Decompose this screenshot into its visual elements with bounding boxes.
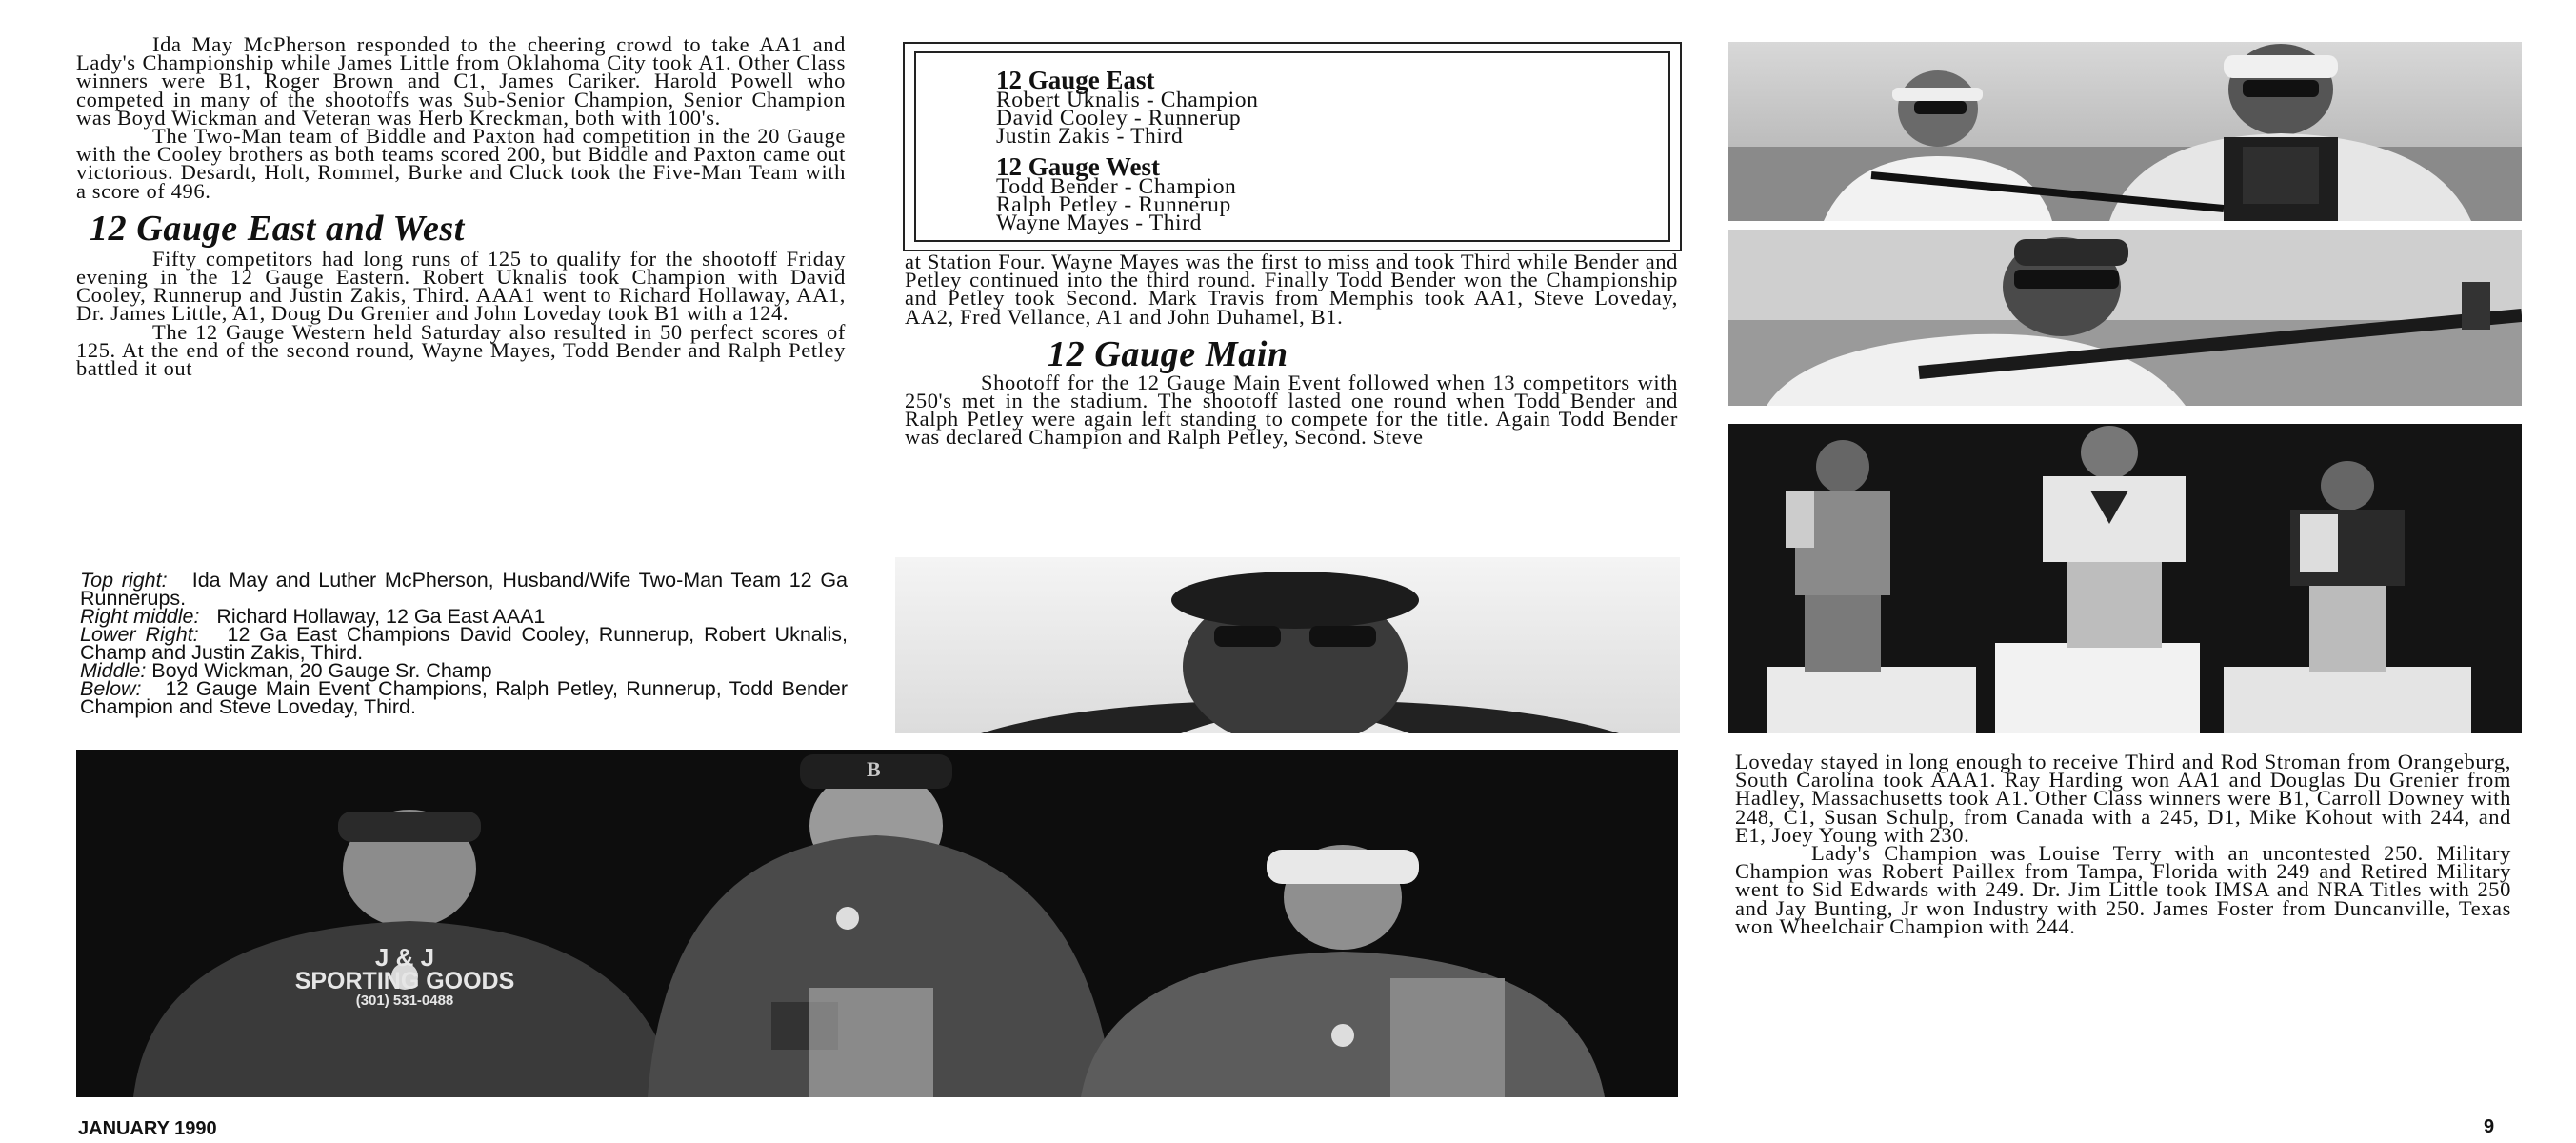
caption-middle: Middle: Boyd Wickman, 20 Gauge Sr. Champ [80,659,492,682]
article-paragraph: Lady's Champion was Louise Terry with an uncontested 250. Military Champion was Robert Paillex from Tampa, Florida with 249 and Retired Military went to Sid Edwards with 249. Dr. Jim Little took IMSA and NRA Titles with 250 and Jay Bunting, Jr won Industry with 250. James Foster from Duncanville, Texas won Wheelchair Champion with 244. [1735,841,2511,938]
photo-captions [80,569,849,718]
article-paragraph: The Two-Man team of Biddle and Paxton had competition in the 20 Gauge with the Cooley brothers as both teams scored 200, but Biddle and Paxton came out victorious. Desardt, Holt, Rommel, Burke and Cluck took the Five-Man Team with a score of 496. [76,124,846,203]
shirt-print-text [262,945,548,1010]
article-paragraph: Fifty competitors had long runs of 125 to qualify for the shootoff Friday evening in the 12 Gauge Eastern. Robert Uknalis took Champion with David Cooley, Runnerup and Justin Zakis, Third. AAA1 went to Richard Hollaway, AA1, Dr. James Little, A1, Doug Du Grenier and John Loveday took B1 with a 124. [76,246,846,326]
shirt-line: SPORTING GOODS [294,968,515,994]
photo-richard-hollaway [1728,230,2522,406]
photo-mcpherson-team [1728,42,2522,221]
results-east-title: 12 Gauge East [996,66,1155,94]
results-line: Robert Uknalis - Champion [996,88,1259,112]
caption-lower-right: Lower Right: 12 Ga East Champions David Cooley, Runnerup, Robert Uknalis, Champ and Justin Zakis, Third. [80,623,849,664]
results-line: Justin Zakis - Third [996,124,1184,149]
caption-right-middle: Right middle: Richard Hollaway, 12 Ga East AAA1 [80,605,546,628]
cap-logo-text: B [867,757,881,781]
page-number: 9 [2484,1116,2495,1137]
results-line: Ralph Petley - Runnerup [996,192,1231,217]
photo-east-champions-podium [1728,424,2522,733]
article-paragraph: Shootoff for the 12 Gauge Main Event followed when 13 competitors with 250's met in the stadium. The shootoff lasted one round when Todd Bender and Ralph Petley were again left standing to compete for the title. Again Todd Bender was declared Champion and Ralph Petley, Second. Steve [905,370,1678,450]
shirt-line: J & J [374,943,435,972]
article-paragraph: Ida May McPherson responded to the cheering crowd to take AA1 and Lady's Championship while James Little from Oklahoma City took A1. Other Class winners were B1, Roger Brown and C1, James Cariker. Harold Powell who competed in many of the shootoffs was Sub-Senior Champion, Senior Champion was Boyd Wickman and Veteran was Herb Kreckman, both with 100's. [76,32,846,130]
photo-main-event-champions [76,750,1678,1097]
results-line: Wayne Mayes - Third [996,211,1202,235]
results-box [903,42,1682,251]
section-heading-main: 12 Gauge Main [1048,333,1288,374]
results-line: Todd Bender - Champion [996,174,1237,199]
caption-top-right: Top right: Ida May and Luther McPherson, Husband/Wife Two-Man Team 12 Ga Runnerups. [80,569,849,610]
results-box-inner [914,51,1670,242]
column-2-text [905,250,1678,450]
column-3-text [1735,750,2511,938]
column-1-text [76,32,846,381]
photo-boyd-wickman [895,557,1680,733]
results-line: David Cooley - Runnerup [996,106,1242,130]
results-west-title: 12 Gauge West [996,152,1161,181]
article-paragraph: Loveday stayed in long enough to receive Third and Rod Stroman from Orangeburg, South Carolina took AAA1. Ray Harding won AA1 and Douglas Du Grenier from Hadley, Massachusetts took A1. Other Class winners were B1, Carroll Downey with 248, C1, Susan Schulp, from Canada with a 245, D1, Mike Kohout with 244, and E1, Joey Young with 230. [1735,750,2511,847]
article-paragraph: at Station Four. Wayne Mayes was the first to miss and took Third while Bender and Petley continued into the third round. Finally Todd Bender won the Championship and Petley took Second. Mark Travis from Memphis took AA1, Steve Loveday, AA2, Fred Vellance, A1 and John Duhamel, B1. [905,250,1678,329]
section-heading-east-west: 12 Gauge East and West [90,208,465,249]
caption-below: Below: 12 Gauge Main Event Champions, Ralph Petley, Runnerup, Todd Bender Champion and Steve Loveday, Third. [80,677,848,718]
article-paragraph: The 12 Gauge Western held Saturday also resulted in 50 perfect scores of 125. At the end of the second round, Wayne Mayes, Todd Bender and Ralph Petley battled it out [76,319,846,381]
shirt-line: (301) 531-0488 [355,993,454,1009]
footer-date: JANUARY 1990 [78,1118,217,1139]
